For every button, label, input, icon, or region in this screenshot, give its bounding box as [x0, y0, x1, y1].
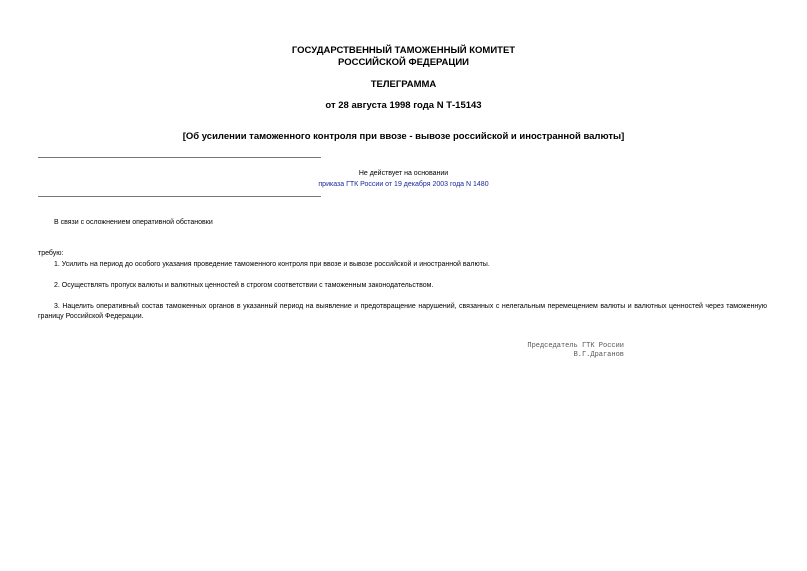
- status-link-row: [0, 180, 807, 190]
- document-type: ТЕЛЕГРАММА: [370, 79, 437, 90]
- intro-paragraph: В связи с осложнением оперативной обстановки: [54, 219, 213, 226]
- divider-top: [38, 157, 321, 158]
- issuer-line-1: ГОСУДАРСТВЕННЫЙ ТАМОЖЕННЫЙ КОМИТЕТ: [291, 45, 516, 56]
- document-title: [Об усилении таможенного контроля при ввозе - вывозе российской и иностранной валюты]: [182, 131, 625, 142]
- divider-bottom: [38, 196, 321, 197]
- signature-position: Председатель ГТК России: [527, 342, 624, 350]
- issuer-line-2: РОССИЙСКОЙ ФЕДЕРАЦИИ: [337, 57, 469, 68]
- document-date-number: от 28 августа 1998 года N Т-15143: [325, 100, 482, 111]
- demand-label: требую:: [38, 250, 64, 257]
- item-1: 1. Усилить на период до особого указания проведение таможенного контроля при ввозе и вывозе российской и иностранной валюты.: [54, 261, 490, 268]
- repeal-order-link[interactable]: приказа ГТК России от 19 декабря 2003 года N 1480: [318, 181, 489, 188]
- signature-name: В.Г.Драганов: [573, 351, 624, 359]
- item-3: 3. Нацелить оперативный состав таможенных органов в указанный период на выявление и предотвращение нарушений, связанных с нелегальным перемещением валюты и валютных ценностей через таможенную границу Российской Федерации.: [38, 303, 767, 320]
- status-text: Не действует на основании: [358, 170, 449, 177]
- item-2: 2. Осуществлять пропуск валюты и валютных ценностей в строгом соответствии с таможенным законодательством.: [54, 282, 434, 289]
